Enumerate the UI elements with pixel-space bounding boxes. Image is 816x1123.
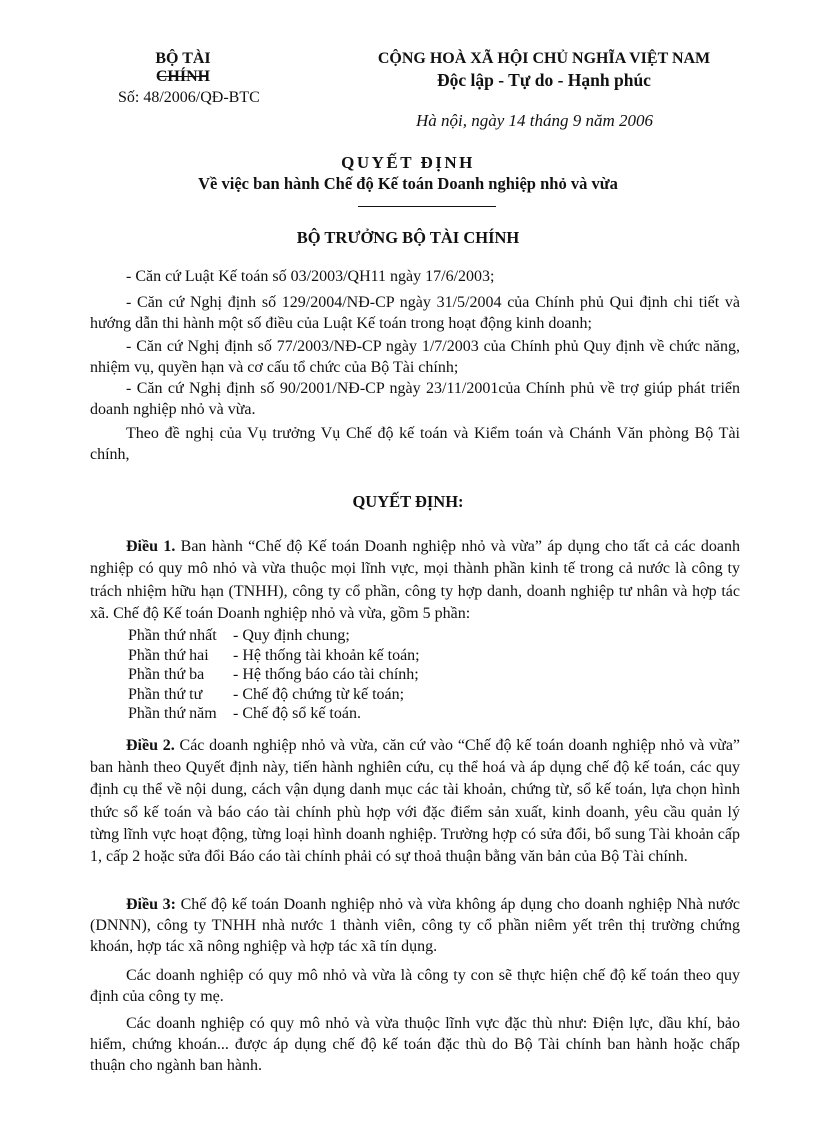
article-2: Điều 2. Các doanh nghiệp nhỏ và vừa, căn cứ vào “Chế độ kế toán doanh nghiệp nhỏ và vừa” ban hành theo Quyết định này, tiến hành nghiên cứu, cụ thể hoá và áp dụng chế độ kế toán, các quy định cụ thể về nội dung, cách vận dụng danh mục các tài khoản, chứng từ, sổ kế toán, lựa chọn hình thức sổ kế toán và báo cáo tài chính phù hợp với đặc điểm sản xuất, kinh doanh, yêu cầu quản lý từng lĩnh vực hoạt động, từng loại hình doanh nghiệp. Trường hợp có sửa đổi, bổ sung Tài khoản cấp 1, cấp 2 hoặc sửa đổi Báo cáo tài chính phải có sự thoả thuận bằng văn bản của Bộ Tài chính.	[90, 737, 741, 866]
title-divider	[358, 206, 496, 207]
proposal-paragraph: Theo đề nghị của Vụ trưởng Vụ Chế độ kế toán và Kiểm toán và Chánh Văn phòng Bộ Tài chính,	[90, 425, 740, 463]
article-3-paragraph-2: Các doanh nghiệp có quy mô nhỏ và vừa là công ty con sẽ thực hiện chế độ kế toán theo quy định của công ty mẹ.	[90, 967, 740, 1005]
document-title: QUYẾT ĐỊNH	[341, 153, 475, 172]
list-item: Phần thứ hai - Hệ thống tài khoản kế toán;	[128, 646, 420, 664]
basis-3: - Căn cứ Nghị định số 77/2003/NĐ-CP ngày 1/7/2003 của Chính phủ Quy định về chức năng, nhiệm vụ, quyền hạn và cơ cấu tổ chức của Bộ Tài chính;	[90, 338, 740, 376]
decision-heading: QUYẾT ĐỊNH:	[352, 492, 464, 511]
article-3-paragraph-3: Các doanh nghiệp có quy mô nhỏ và vừa thuộc lĩnh vực đặc thù như: Điện lực, dầu khí, bảo hiểm, chứng khoán... được áp dụng chế độ kế toán đặc thù do Bộ Tài chính ban hành hoặc chấp thuận cho ngành ban hành.	[90, 1015, 740, 1074]
list-item: Phần thứ năm - Chế độ sổ kế toán.	[128, 705, 361, 723]
parts-list	[128, 626, 420, 724]
article-3: Điều 3: Chế độ kế toán Doanh nghiệp nhỏ và vừa không áp dụng cho doanh nghiệp Nhà nước (DNNN), công ty TNHH nhà nước 1 thành viên, công ty cổ phần niêm yết trên thị trường chứng khoán, hợp tác xã nông nghiệp và hợp tác xã tín dụng.	[90, 896, 741, 955]
basis-4: - Căn cứ Nghị định số 90/2001/NĐ-CP ngày 23/11/2001của Chính phủ về trợ giúp phát triển doanh nghiệp nhỏ và vừa.	[90, 380, 740, 418]
ministry-name: BỘ TÀI CHÍNH	[155, 50, 211, 85]
national-title: CỘNG HOÀ XÃ HỘI CHỦ NGHĨA VIỆT NAM	[377, 50, 711, 67]
article-1: Điều 1. Ban hành “Chế độ Kế toán Doanh nghiệp nhỏ và vừa” áp dụng cho tất cả các doanh nghiệp có quy mô nhỏ và vừa thuộc mọi lĩnh vực, mọi thành phần kinh tế trong cả nước là công ty trách nhiệm hữu hạn (TNHH), công ty cổ phần, công ty hợp danh, doanh nghiệp tư nhân và hợp tác xã. Chế độ Kế toán Doanh nghiệp nhỏ và vừa, gồm 5 phần:	[90, 538, 741, 622]
list-item: Phần thứ nhất - Quy định chung;	[128, 627, 350, 644]
article-1-label: Điều 1.	[126, 538, 176, 555]
document-date: Hà nội, ngày 14 tháng 9 năm 2006	[416, 111, 654, 130]
document-subtitle: Về việc ban hành Chế độ Kế toán Doanh nghiệp nhỏ và vừa	[198, 174, 618, 193]
list-item: Phần thứ ba - Hệ thống báo cáo tài chính;	[128, 666, 419, 684]
issuer-title: BỘ TRƯỞNG BỘ TÀI CHÍNH	[296, 228, 520, 247]
article-3-label: Điều 3:	[126, 896, 176, 913]
header-divider	[158, 76, 208, 77]
article-2-label: Điều 2.	[126, 737, 175, 754]
document-number: Số: 48/2006/QĐ-BTC	[118, 89, 260, 106]
list-item: Phần thứ tư - Chế độ chứng từ kế toán;	[128, 685, 405, 703]
national-motto: Độc lập - Tự do - Hạnh phúc	[437, 70, 651, 90]
basis-1: - Căn cứ Luật Kế toán số 03/2003/QH11 ngày 17/6/2003;	[126, 268, 495, 285]
basis-2: - Căn cứ Nghị định số 129/2004/NĐ-CP ngày 31/5/2004 của Chính phủ Qui định chi tiết và hướng dẫn thi hành một số điều của Luật Kế toán trong hoạt động kinh doanh;	[90, 294, 740, 332]
